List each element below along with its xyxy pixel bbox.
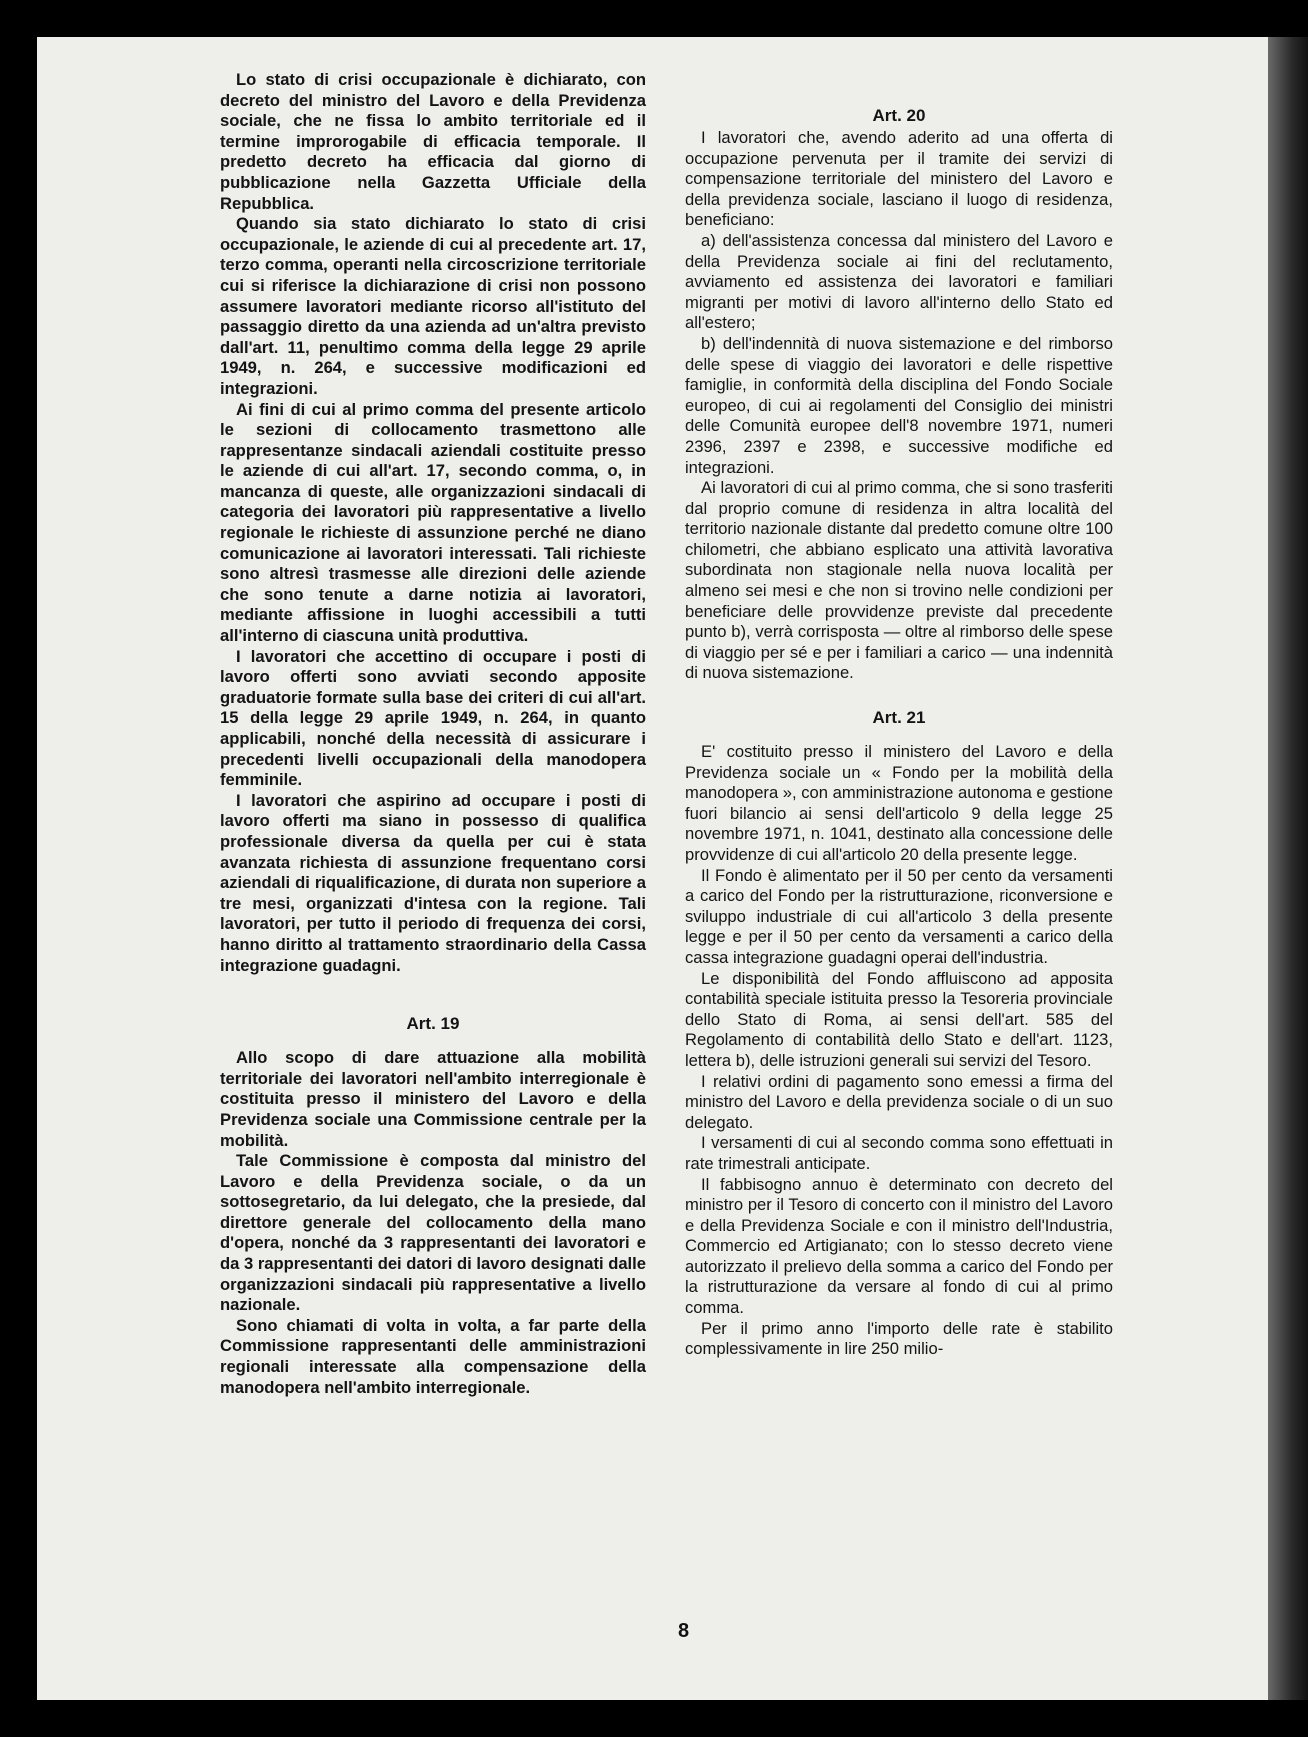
paragraph: Lo stato di crisi occupazionale è dichiarato, con decreto del ministro del Lavoro e della Previdenza sociale, che ne fissa lo ambito territoriale ed il termine improrogabile di efficacia temporale. Il predetto decreto ha efficacia dal giorno di pubblicazione nella Gazzetta Ufficiale della Repubblica. [220,70,646,213]
article-heading: Art. 19 [406,1014,460,1034]
left-column [220,70,646,1398]
paragraph: I relativi ordini di pagamento sono emessi a firma del ministro del Lavoro e della previdenza sociale o di un suo delegato. [685,1071,1113,1132]
paragraph: Ai fini di cui al primo comma del presente articolo le sezioni di collocamento trasmettono alle rappresentanze sindacali aziendali costituite presso le aziende di cui all'art. 17, secondo comma, o, in mancanza di queste, alle organizzazioni sindacali di categoria dei lavoratori più rappresentative a livello regionale le richieste di assunzione perché ne diano comunicazione ai lavoratori interessati. Tali richieste sono altresì trasmesse alle direzioni delle aziende che sono tenute a darne notizia ai lavoratori, mediante affissione in luoghi accessibili a tutti all'interno di ciascuna unità produttiva. [220,399,646,646]
article-heading: Art. 21 [872,708,926,728]
paragraph: Allo scopo di dare attuazione alla mobilità territoriale dei lavoratori nell'ambito interregionale è costituita presso il ministero del Lavoro e della Previdenza sociale una Commissione centrale per la mobilità. [220,1048,646,1150]
article-heading: Art. 20 [872,106,926,125]
paragraph: a) dell'assistenza concessa dal ministero del Lavoro e della Previdenza sociale ai fini del reclutamento, avviamento ed assistenza dei lavoratori e familiari migranti per motivi di lavoro all'interno dello Stato ed all'estero; [685,230,1113,333]
right-column [685,34,1113,1360]
paragraph: I lavoratori che accettino di occupare i posti di lavoro offerti sono avviati secondo apposite graduatorie formate sulla base dei criteri di cui all'art. 15 della legge 29 aprile 1949, n. 264, in quanto applicabili, nonché della necessità di assicurare i precedenti livelli occupazionali della manodopera femminile. [220,646,646,790]
paragraph: b) dell'indennità di nuova sistemazione e del rimborso delle spese di viaggio dei lavoratori e delle rispettive famiglie, in conformità della disciplina del Fondo Sociale europeo, di cui ai regolamenti del Consiglio dei ministri delle Comunità europee dell'8 novembre 1971, numeri 2396, 2397 e 2398, e successive modifiche ed integrazioni. [685,333,1113,477]
paragraph: I versamenti di cui al secondo comma sono effettuati in rate trimestrali anticipate. [685,1133,1113,1173]
page-number: 8 [678,1620,690,1642]
paragraph: Le disponibilità del Fondo affluiscono ad apposita contabilità speciale istituita presso la Tesoreria provinciale dello Stato di Roma, ai sensi dell'art. 585 del Regolamento di contabilità dello Stato e dell'art. 1123, lettera b), delle istruzioni generali sui servizi del Tesoro. [685,968,1113,1070]
paragraph: I lavoratori che aspirino ad occupare i posti di lavoro offerti ma siano in possesso di qualifica professionale diversa da quella per cui è stata avanzata richiesta di assunzione frequentano corsi aziendali di riqualificazione, di durata non superiore a tre mesi, organizzati d'intesa con la regione. Tali lavoratori, per tutto il periodo di frequenza dei corsi, hanno diritto al trattamento straordinario della Cassa integrazione guadagni. [220,790,646,975]
paragraph: Ai lavoratori di cui al primo comma, che si sono trasferiti dal proprio comune di residenza in altra località del territorio nazionale distante dal predetto comune oltre 100 chilometri, che abbiano esplicato una attività lavorativa subordinata non stagionale nella nuova località per almeno sei mesi e che non si trovino nelle condizioni per beneficiare delle provvidenze previste dal precedente punto b), verrà corrisposta — oltre al rimborso delle spese di viaggio per sé e per i familiari a carico — una indennità di nuova sistemazione. [685,478,1113,683]
paragraph: Tale Commissione è composta dal ministro del Lavoro e della Previdenza sociale, o da un sottosegretario, da lui delegato, che la presiede, dal direttore generale del collocamento della mano d'opera, nonché da 3 rappresentanti dei lavoratori e da 3 rappresentanti dei datori di lavoro designati dalle organizzazioni sindacali più rappresentative a livello nazionale. [220,1151,647,1315]
paragraph: Quando sia stato dichiarato lo stato di crisi occupazionale, le aziende di cui al precedente art. 17, terzo comma, operanti nella circoscrizione territoriale cui si riferisce la dichiarazione di crisi non possono assumere lavoratori mediante ricorso all'istituto del passaggio diretto da una azienda ad un'altra previsto dall'art. 11, penultimo comma della legge 29 aprile 1949, n. 264, e successive modificazioni ed integrazioni. [220,214,646,398]
paragraph: Il Fondo è alimentato per il 50 per cento da versamenti a carico del Fondo per la ristrutturazione, riconversione e sviluppo industriale di cui all'articolo 3 della presente legge e per il 50 per cento da versamenti a carico della cassa integrazione guadagni operai dell'industria. [685,865,1113,967]
paragraph: Sono chiamati di volta in volta, a far parte della Commissione rappresentanti delle amministrazioni regionali interessate alla compensazione della manodopera nell'ambito interregionale. [220,1315,646,1397]
paragraph: E' costituito presso il ministero del Lavoro e della Previdenza sociale un « Fondo per la mobilità della manodopera », con amministrazione autonoma e gestione fuori bilancio ai sensi dell'articolo 9 della legge 25 novembre 1971, n. 1041, destinato alla concessione delle provvidenze di cui all'articolo 20 della presente legge. [685,742,1114,864]
book-spine-edge [1268,37,1308,1700]
paragraph: Per il primo anno l'importo delle rate è stabilito complessivamente in lire 250 milio- [685,1318,1113,1359]
paragraph: I lavoratori che, avendo aderito ad una offerta di occupazione pervenuta per il tramite dei servizi di compensazione territoriale del ministero del Lavoro e della previdenza sociale, lasciano il luogo di residenza, beneficiano: [685,128,1113,230]
paragraph: Il fabbisogno annuo è determinato con decreto del ministro per il Tesoro di concerto con il ministro del Lavoro e della Previdenza Sociale e con il ministro dell'Industria, Commercio ed Artigianato; con lo stesso decreto viene autorizzato il prelievo della somma a carico del Fondo per la ristrutturazione da versare al fondo di cui al primo comma. [685,1174,1113,1318]
